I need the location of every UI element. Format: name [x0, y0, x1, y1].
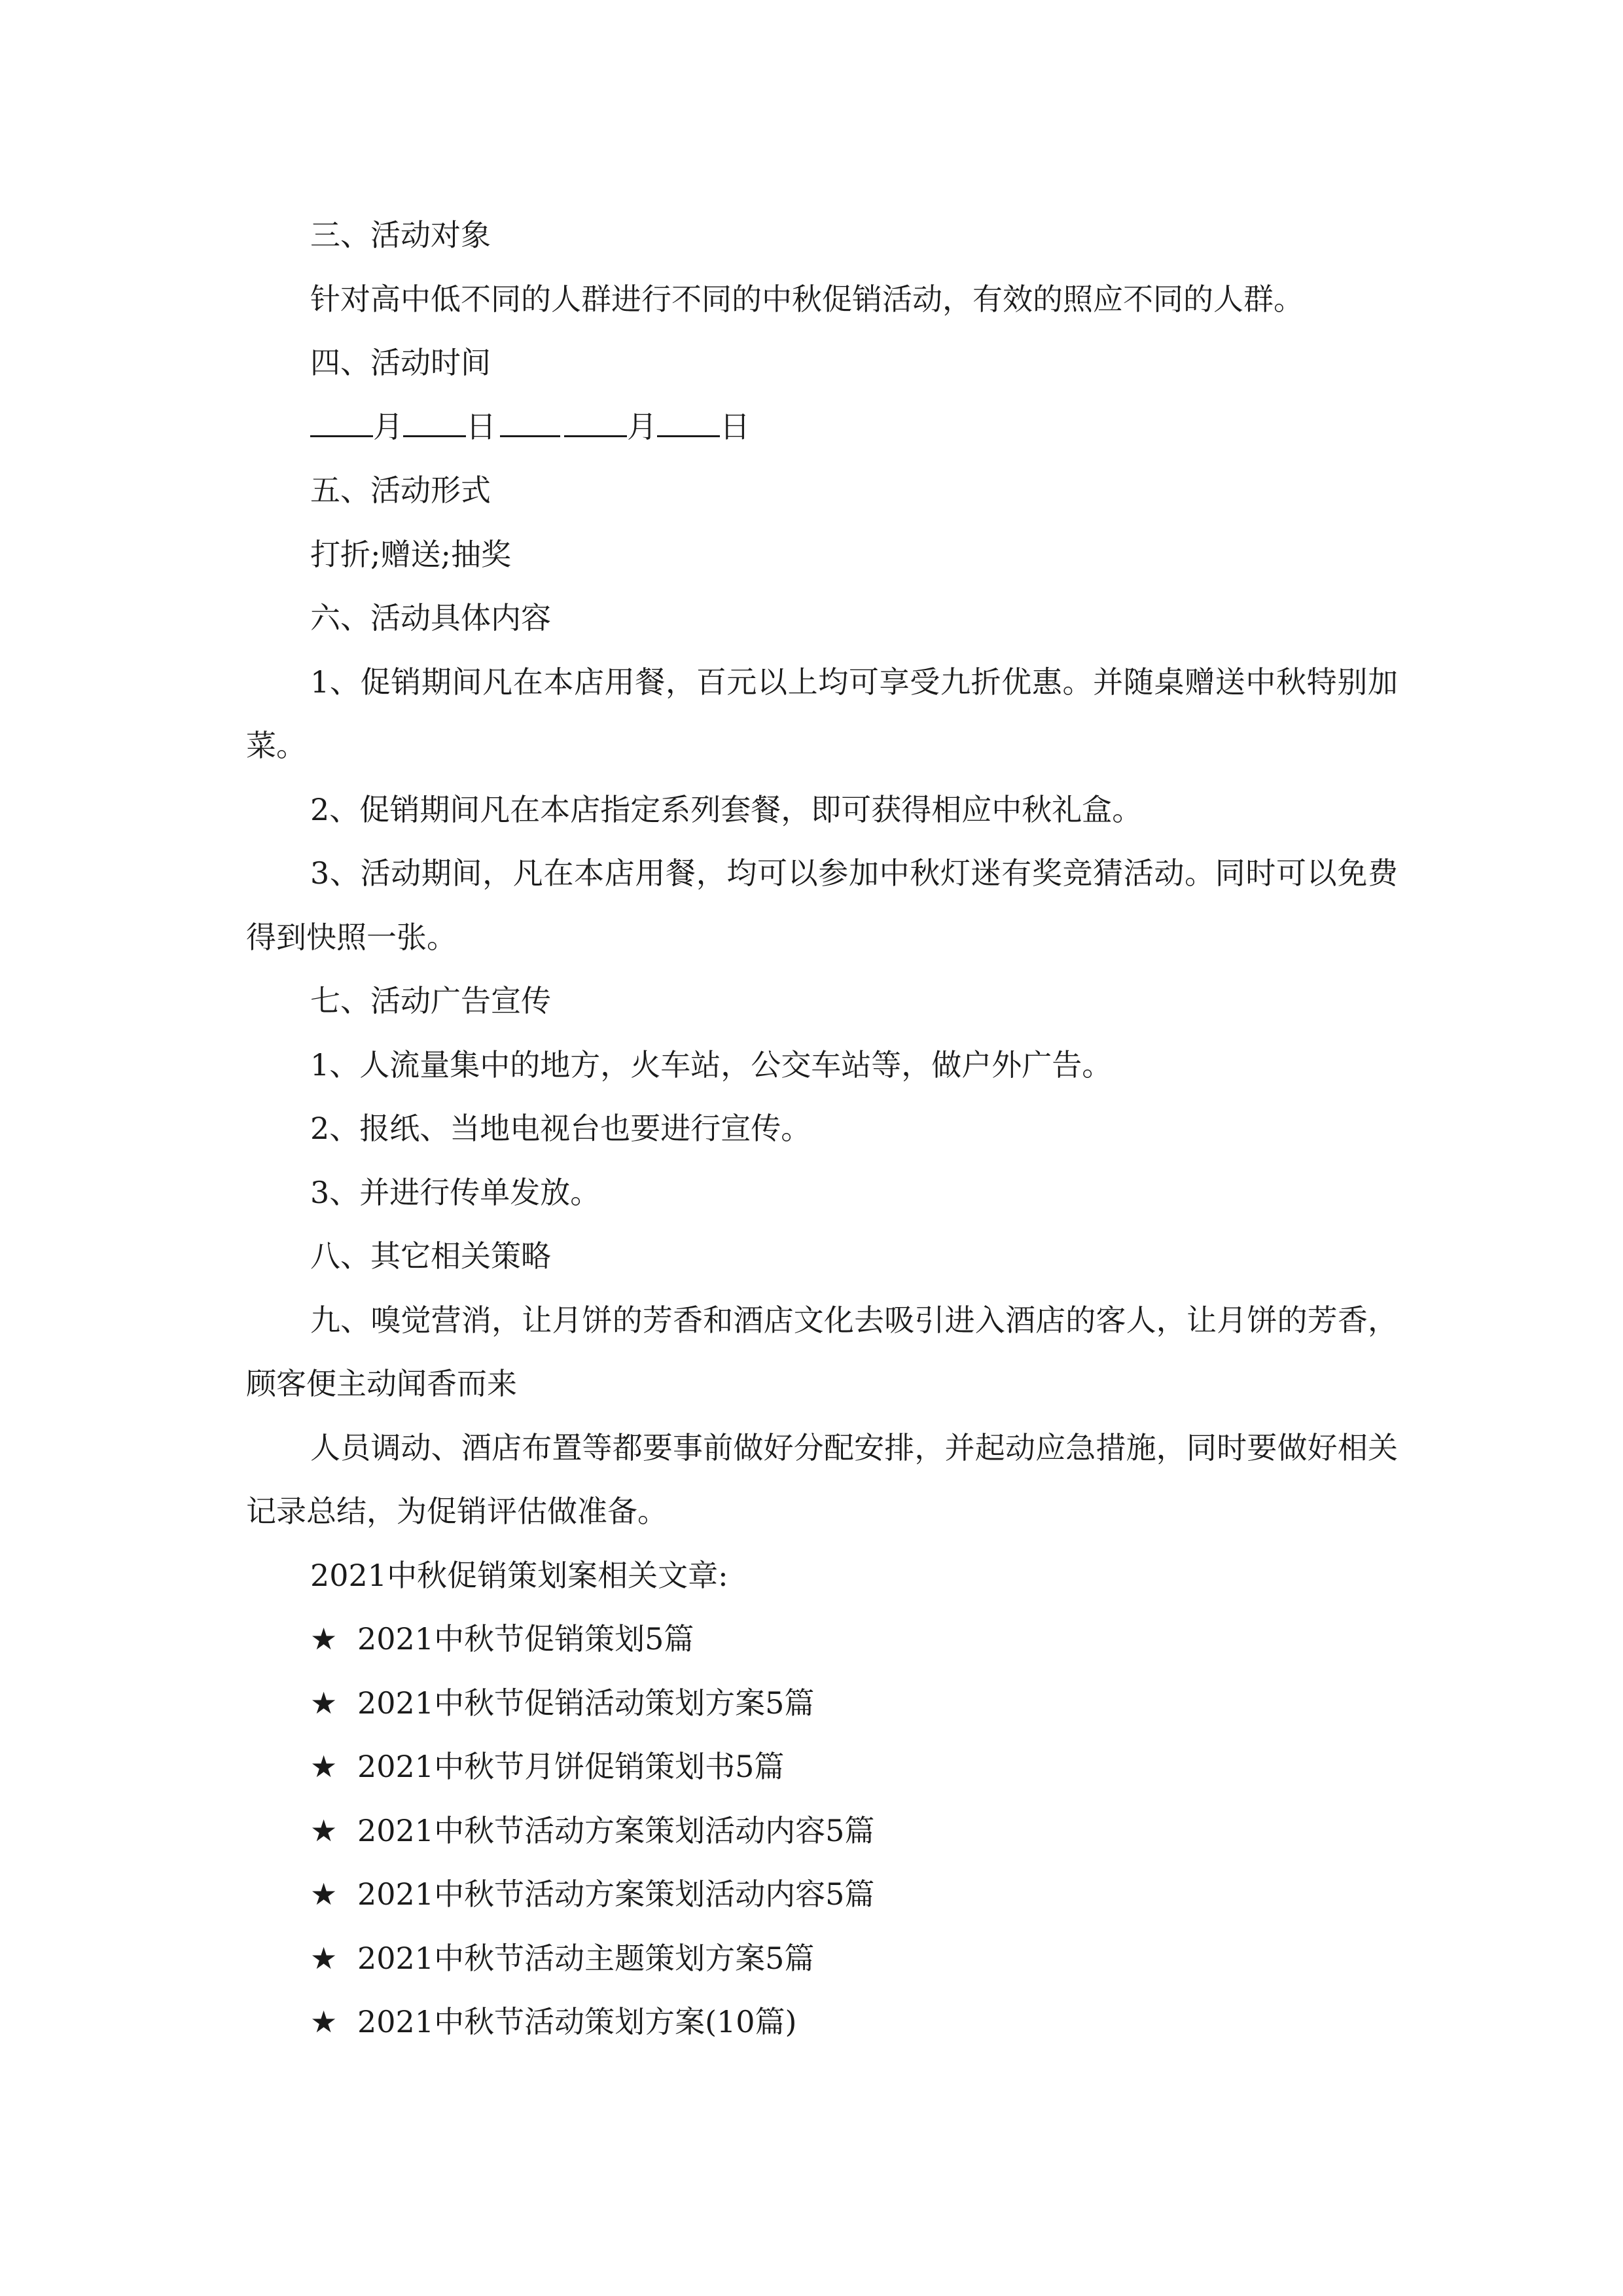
- ad-item-1: 1、人流量集中的地方，火车站，公交车站等，做户外广告。: [310, 1047, 1113, 1083]
- star-icon: ★: [310, 1876, 338, 1912]
- ad-item-2: 2、报纸、当地电视台也要进行宣传。: [310, 1111, 812, 1146]
- section-heading-4: 四、活动时间: [310, 345, 491, 380]
- related-article-link[interactable]: ★ 2021中秋节活动主题策划方案5篇: [246, 1927, 1398, 1991]
- content-item-3: 3、活动期间，凡在本店用餐，均可以参加中秋灯迷有奖竞猜活动。同时可以免费得到快照一张。: [246, 855, 1398, 955]
- section-heading-7: 七、活动广告宣传: [310, 983, 551, 1018]
- section-heading-8: 八、其它相关策略: [310, 1238, 551, 1274]
- document-body: [246, 204, 1398, 2054]
- paragraph-staff-arrangement: 人员调动、酒店布置等都要事前做好分配安排，并起动应急措施，同时要做好相关记录总结，为促销评估做准备。: [246, 1429, 1398, 1529]
- paragraph-target-audience: 针对高中低不同的人群进行不同的中秋促销活动，有效的照应不同的人群。: [310, 281, 1304, 317]
- star-icon: ★: [310, 1621, 338, 1657]
- ad-item-3: 3、并进行传单发放。: [310, 1174, 601, 1210]
- date-month-label: 月: [373, 408, 403, 444]
- date-blank: [564, 435, 627, 437]
- date-day-label: 日: [720, 408, 750, 444]
- related-article-link[interactable]: ★ 2021中秋节活动方案策划活动内容5篇: [246, 1863, 1398, 1927]
- content-item-1: 1、促销期间凡在本店用餐，百元以上均可享受九折优惠。并随桌赠送中秋特别加菜。: [246, 664, 1398, 763]
- section-heading-5: 五、活动形式: [310, 473, 491, 508]
- section-heading-6: 六、活动具体内容: [310, 600, 551, 636]
- related-article-link[interactable]: ★ 2021中秋节活动策划方案(10篇): [246, 1990, 1398, 2054]
- paragraph-activity-form: 打折;赠送;抽奖: [310, 536, 511, 572]
- content-item-2: 2、促销期间凡在本店指定系列套餐，即可获得相应中秋礼盒。: [310, 791, 1143, 827]
- date-day-label: 日: [466, 408, 496, 444]
- star-icon: ★: [310, 1749, 338, 1784]
- date-month-label: 月: [627, 408, 657, 444]
- related-article-link[interactable]: ★ 2021中秋节月饼促销策划书5篇: [246, 1735, 1398, 1799]
- star-icon: ★: [310, 1812, 338, 1848]
- star-icon: ★: [310, 2004, 338, 2039]
- star-icon: ★: [310, 1685, 338, 1721]
- related-articles-title: 2021中秋促销策划案相关文章:: [310, 1557, 728, 1593]
- section-heading-3: 三、活动对象: [310, 217, 491, 253]
- star-icon: ★: [310, 1940, 338, 1976]
- related-article-link[interactable]: ★ 2021中秋节促销策划5篇: [246, 1607, 1398, 1672]
- date-range-dash: [500, 435, 560, 437]
- date-blank: [310, 435, 373, 437]
- related-article-link[interactable]: ★ 2021中秋节促销活动策划方案5篇: [246, 1672, 1398, 1736]
- related-article-link[interactable]: ★ 2021中秋节活动方案策划活动内容5篇: [246, 1799, 1398, 1863]
- activity-date-line: [246, 395, 1398, 459]
- date-blank: [403, 435, 466, 437]
- date-blank: [657, 435, 720, 437]
- section-heading-9: 九、嗅觉营消，让月饼的芳香和酒店文化去吸引进入酒店的客人，让月饼的芳香，顾客便主动闻香而来: [246, 1302, 1398, 1401]
